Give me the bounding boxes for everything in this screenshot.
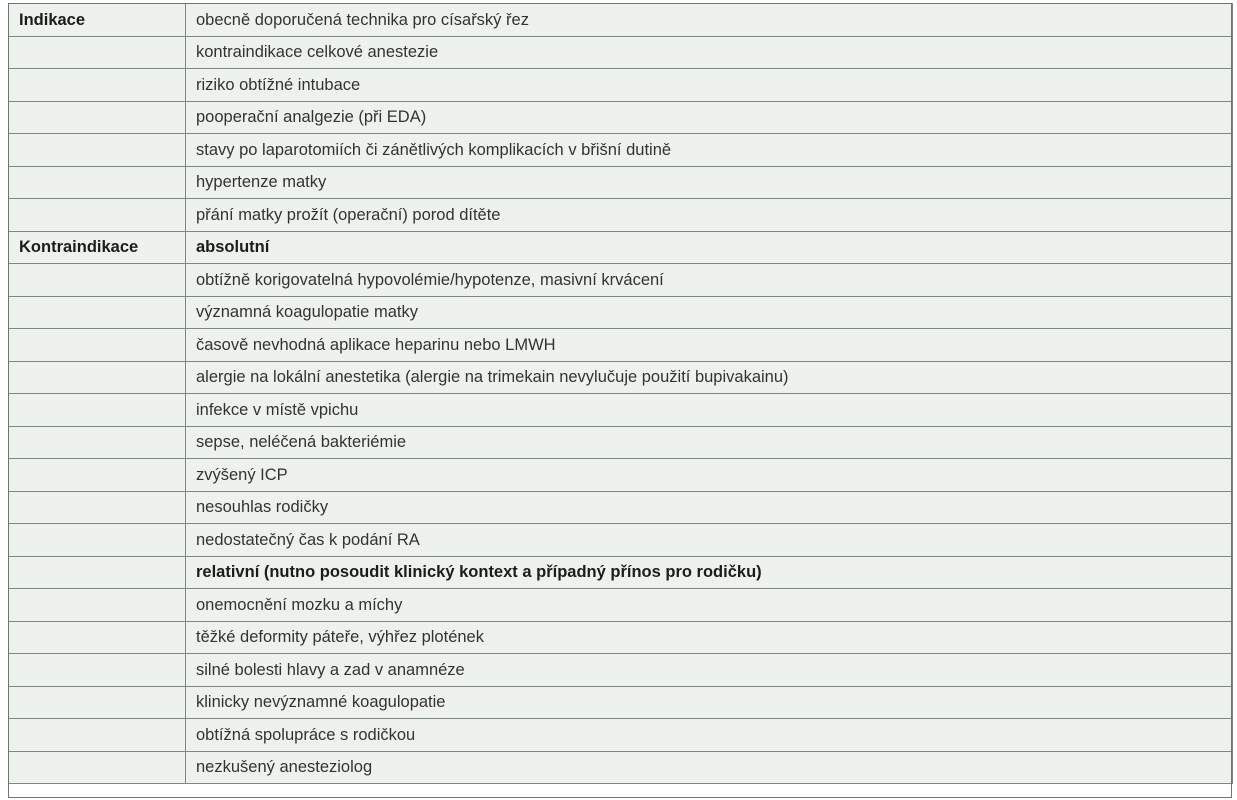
- empty-label-cell: [9, 361, 186, 394]
- table-row: [9, 101, 1233, 134]
- table-row: [9, 36, 1233, 69]
- table-cell: obtížná spolupráce s rodičkou: [186, 719, 1233, 752]
- empty-label-cell: [9, 394, 186, 427]
- table-row: [9, 719, 1233, 752]
- table-row: [9, 589, 1233, 622]
- table-cell: kontraindikace celkové anestezie: [186, 36, 1233, 69]
- empty-label-cell: [9, 556, 186, 589]
- empty-label-cell: [9, 69, 186, 102]
- table-cell: nezkušený anesteziolog: [186, 751, 1233, 784]
- table-row: [9, 296, 1233, 329]
- empty-label-cell: [9, 101, 186, 134]
- table-row: [9, 199, 1233, 232]
- table-row: [9, 654, 1233, 687]
- table-cell: riziko obtížné intubace: [186, 69, 1233, 102]
- empty-label-cell: [9, 751, 186, 784]
- empty-label-cell: [9, 654, 186, 687]
- section-label: Kontraindikace: [9, 231, 186, 264]
- empty-label-cell: [9, 296, 186, 329]
- section-label: Indikace: [9, 4, 186, 37]
- empty-label-cell: [9, 36, 186, 69]
- table-cell: těžké deformity páteře, výhřez plotének: [186, 621, 1233, 654]
- empty-label-cell: [9, 199, 186, 232]
- table-cell: alergie na lokální anestetika (alergie na trimekain nevylučuje použití bupivakainu): [186, 361, 1233, 394]
- empty-label-cell: [9, 329, 186, 362]
- table-cell: nedostatečný čas k podání RA: [186, 524, 1233, 557]
- table-row: [9, 556, 1233, 589]
- table-row: [9, 361, 1233, 394]
- empty-label-cell: [9, 621, 186, 654]
- empty-label-cell: [9, 524, 186, 557]
- table-cell: sepse, neléčená bakteriémie: [186, 426, 1233, 459]
- subsection-heading: relativní (nutno posoudit klinický kontext a případný přínos pro rodičku): [186, 556, 1233, 589]
- table-row: [9, 394, 1233, 427]
- subsection-heading: absolutní: [186, 231, 1233, 264]
- table-cell: nesouhlas rodičky: [186, 491, 1233, 524]
- empty-label-cell: [9, 719, 186, 752]
- table-row: [9, 69, 1233, 102]
- table-row: [9, 264, 1233, 297]
- table-row: [9, 231, 1233, 264]
- table-cell: zvýšený ICP: [186, 459, 1233, 492]
- empty-label-cell: [9, 491, 186, 524]
- empty-label-cell: [9, 264, 186, 297]
- table-row: [9, 4, 1233, 37]
- table-body: [9, 4, 1233, 784]
- table-cell: stavy po laparotomiích či zánětlivých komplikacích v břišní dutině: [186, 134, 1233, 167]
- table-row: [9, 426, 1233, 459]
- empty-label-cell: [9, 426, 186, 459]
- empty-label-cell: [9, 459, 186, 492]
- table-row: [9, 491, 1233, 524]
- table-row: [9, 524, 1233, 557]
- table-cell: klinicky nevýznamné koagulopatie: [186, 686, 1233, 719]
- empty-label-cell: [9, 166, 186, 199]
- empty-label-cell: [9, 589, 186, 622]
- indications-table: [8, 3, 1233, 784]
- table-row: [9, 686, 1233, 719]
- table-row: [9, 459, 1233, 492]
- table-cell: přání matky prožít (operační) porod dítěte: [186, 199, 1233, 232]
- table-cell: hypertenze matky: [186, 166, 1233, 199]
- table-row: [9, 329, 1233, 362]
- table-cell: významná koagulopatie matky: [186, 296, 1233, 329]
- table-row: [9, 166, 1233, 199]
- table-cell: obecně doporučená technika pro císařský řez: [186, 4, 1233, 37]
- empty-label-cell: [9, 134, 186, 167]
- table-row: [9, 134, 1233, 167]
- table-cell: pooperační analgezie (při EDA): [186, 101, 1233, 134]
- table-cell: obtížně korigovatelná hypovolémie/hypotenze, masivní krvácení: [186, 264, 1233, 297]
- table-cell: infekce v místě vpichu: [186, 394, 1233, 427]
- table-cell: časově nevhodná aplikace heparinu nebo LMWH: [186, 329, 1233, 362]
- table-row: [9, 621, 1233, 654]
- empty-label-cell: [9, 686, 186, 719]
- table-cell: silné bolesti hlavy a zad v anamnéze: [186, 654, 1233, 687]
- table-row: [9, 751, 1233, 784]
- table-cell: onemocnění mozku a míchy: [186, 589, 1233, 622]
